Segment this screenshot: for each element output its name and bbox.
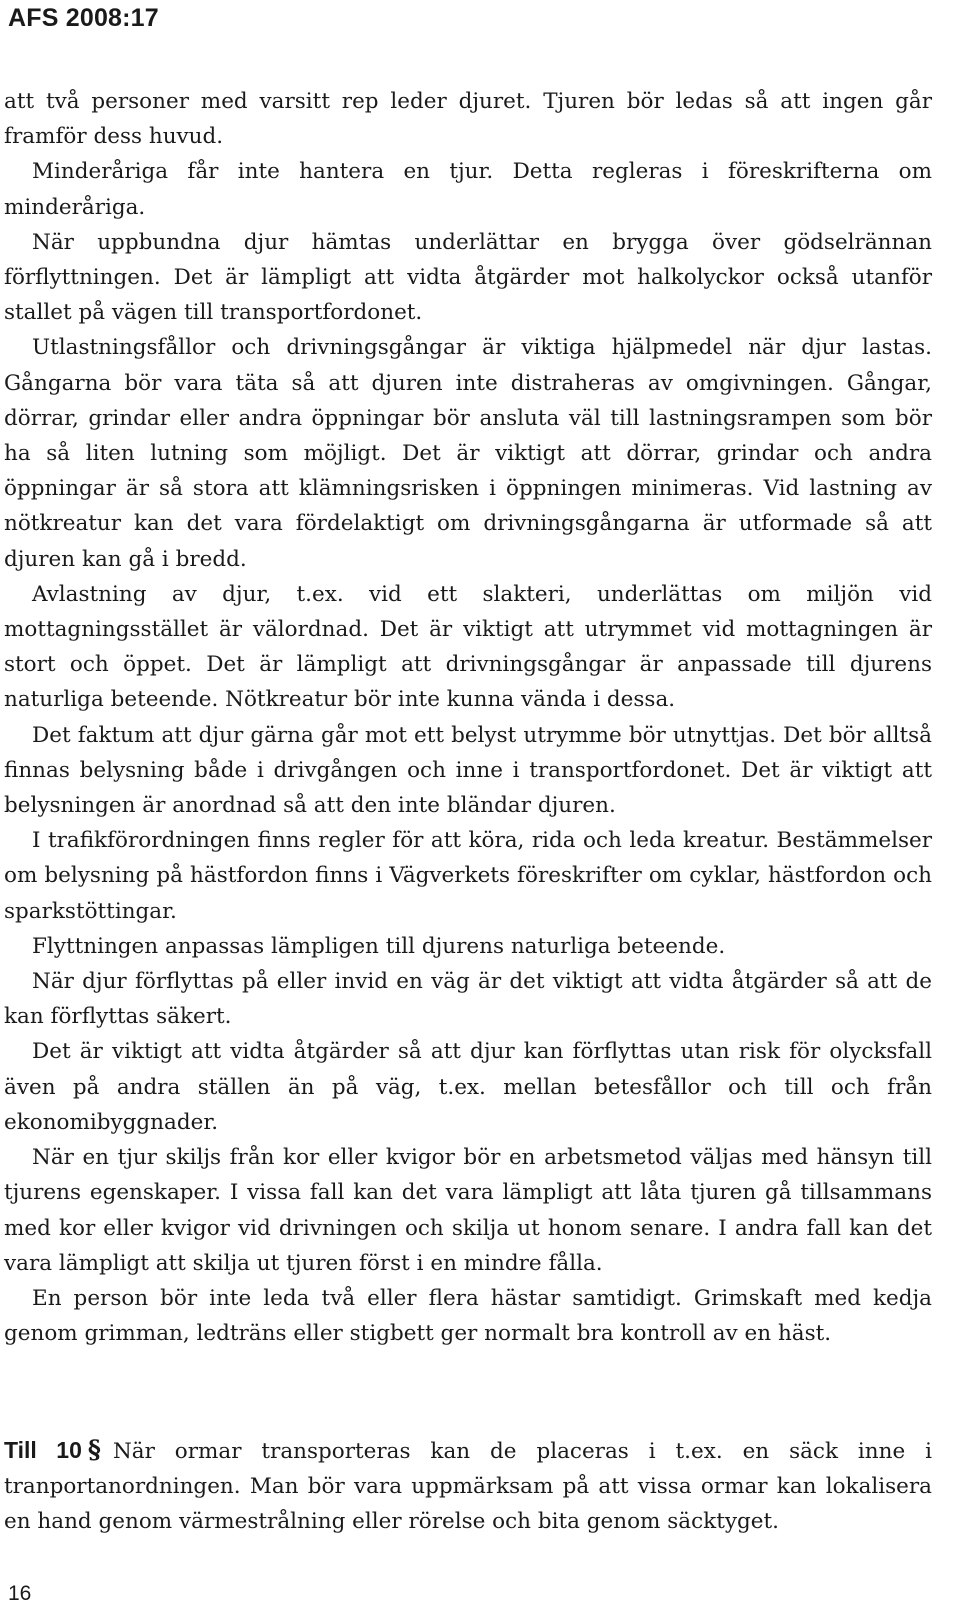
- paragraph: att två personer med varsitt rep leder djuret. Tjuren bör ledas så att ingen går framför dess huvud.: [4, 89, 932, 150]
- paragraph-sign: §: [87, 1435, 101, 1464]
- document-code-header: AFS 2008:17: [8, 4, 159, 32]
- paragraph: Avlastning av djur, t.ex. vid ett slakteri, underlättas om miljön vid mottagningsstället är välordnad. Det är viktigt att utrymmet vid mottagningen är stort och öppet. Det är lämpligt att drivningsgångar är anpassade till djurens naturliga beteende. Nötkreatur bör inte kunna vända i dessa.: [4, 581, 932, 713]
- body-text: [4, 84, 932, 1351]
- section-till-10: [4, 1432, 932, 1540]
- paragraph: I trafikförordningen finns regler för att köra, rida och leda kreatur. Bestämmelser om belysning på hästfordon finns i Vägverkets föreskrifter om cyklar, hästfordon och sparkstöttingar.: [4, 828, 932, 924]
- page-number: 16: [8, 1582, 32, 1605]
- paragraph: Det faktum att djur gärna går mot ett belyst utrymme bör utnyttjas. Det bör alltså finnas belysning både i drivgången och inne i transportfordonet. Det är viktigt att belysningen är anordnad så att den inte bländar djuren.: [4, 722, 932, 819]
- paragraph: När uppbundna djur hämtas underlättar en brygga över gödselrännan förflyttningen. Det är lämpligt att vidta åtgärder mot halkolyckor också utanför stallet på vägen till transportfordonet.: [4, 229, 932, 326]
- paragraph: Utlastningsfållor och drivningsgångar är viktiga hjälpmedel när djur lastas. Gångarna bör vara täta så att djuren inte distraheras av omgivningen. Gångar, dörrar, grindar eller andra öppningar bör ansluta väl till lastningsrampen som bör ha så liten lutning som möjligt. Det är viktigt att dörrar, grindar och andra öppningar är så stora att klämningsrisken i öppningen minimeras. Vid lastning av nötkreatur kan det vara fördelaktigt om drivningsgångarna är utformade så att djuren kan gå i bredd.: [4, 335, 932, 572]
- section-reference: Till 10: [4, 1437, 82, 1463]
- paragraph: När djur förflyttas på eller invid en väg är det viktigt att vidta åtgärder så att de kan förflyttas säkert.: [4, 969, 932, 1030]
- paragraph: Flyttningen anpassas lämpligen till djurens naturliga beteende.: [32, 933, 726, 959]
- paragraph: När en tjur skiljs från kor eller kvigor bör en arbetsmetod väljas med hänsyn till tjurens egenskaper. I vissa fall kan det vara lämpligt att låta tjuren gå tillsammans med kor eller kvigor vid drivningen och skilja ut honom senare. I andra fall kan det vara lämpligt att skilja ut tjuren först i en mindre fålla.: [4, 1145, 932, 1276]
- section-text: När ormar transporteras kan de placeras i t.ex. en säck inne i tranportanordningen. Man bör vara uppmärksam på att vissa ormar kan lokalisera en hand genom värmestrålning eller rörelse och bita genom säcktyget.: [4, 1439, 933, 1535]
- paragraph: Det är viktigt att vidta åtgärder så att djur kan förflyttas utan risk för olycksfall även på andra ställen än på väg, t.ex. mellan betesfållor och till och från ekonomibyggnader.: [4, 1039, 932, 1135]
- paragraph: En person bör inte leda två eller flera hästar samtidigt. Grimskaft med kedja genom grimman, ledträns eller stigbett ger normalt bra kontroll av en häst.: [4, 1285, 932, 1347]
- paragraph: Minderåriga får inte hantera en tjur. Detta regleras i föreskrifterna om minderåriga.: [4, 159, 932, 220]
